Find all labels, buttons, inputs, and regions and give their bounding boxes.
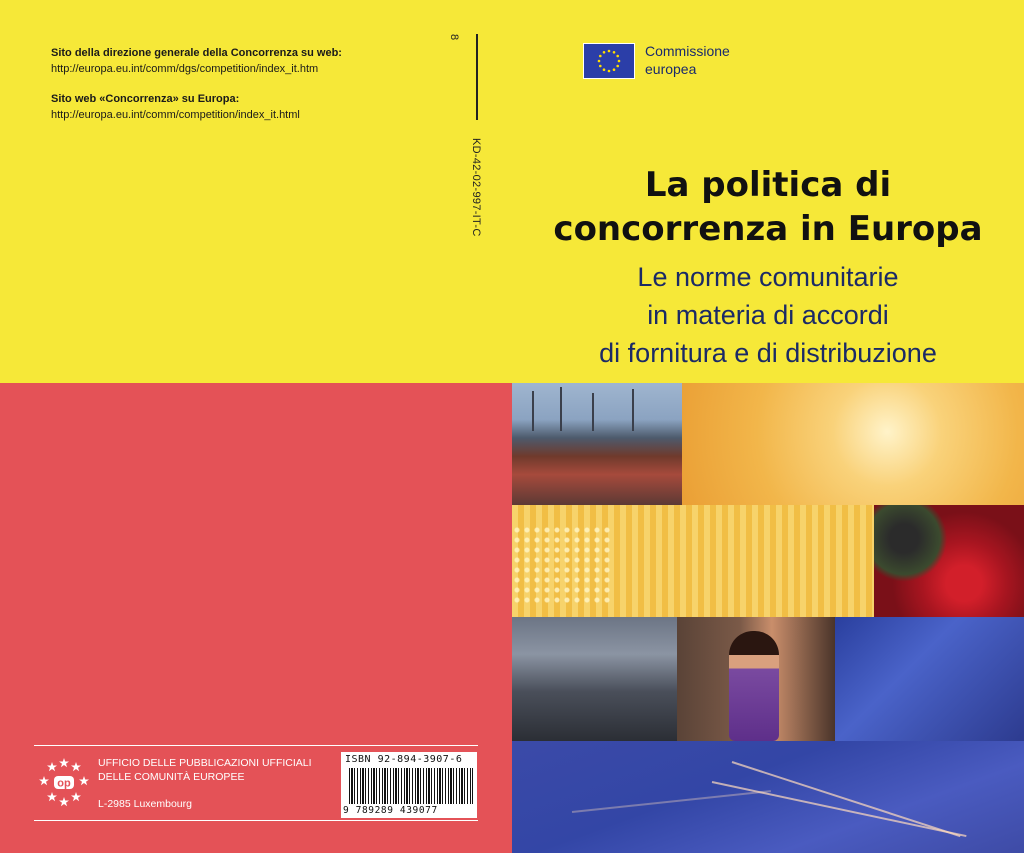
title-line-1: La politica di bbox=[644, 165, 892, 205]
back-cover-info bbox=[51, 46, 342, 124]
publisher-line-2: europea bbox=[645, 60, 697, 77]
dg-url: http://europa.eu.int/comm/dgs/competition/index_it.htm bbox=[51, 62, 319, 75]
photo-blue-abstract bbox=[835, 617, 1024, 741]
office-line-1: UFFICIO DELLE PUBBLICAZIONI UFFICIALI bbox=[98, 757, 312, 769]
web-url: http://europa.eu.int/comm/competition/index_it.html bbox=[51, 108, 300, 121]
cover-photo-collage bbox=[512, 383, 1024, 853]
photo-shopping-street bbox=[512, 617, 677, 741]
blue-swirl-band bbox=[512, 741, 1024, 853]
barcode-icon bbox=[349, 768, 473, 804]
photo-container-port bbox=[512, 383, 682, 505]
office-city: L-2985 Luxembourg bbox=[98, 798, 192, 810]
title-line-2: concorrenza in Europa bbox=[553, 209, 983, 249]
catalogue-code: KD-42-02-997-IT-C bbox=[470, 138, 482, 237]
photo-tomatoes bbox=[874, 505, 1024, 617]
isbn-barcode-block bbox=[341, 752, 477, 818]
web-heading: Sito web «Concorrenza» su Europa: bbox=[51, 92, 240, 105]
spine-rule bbox=[476, 34, 478, 120]
cover-title bbox=[512, 163, 1024, 251]
cover-subtitle bbox=[512, 258, 1024, 372]
office-line-2: DELLE COMUNITÀ EUROPEE bbox=[98, 771, 245, 783]
subtitle-line-1: Le norme comunitarie bbox=[637, 262, 899, 292]
publisher-name bbox=[645, 43, 730, 78]
dg-heading: Sito della direzione generale della Concorrenza su web: bbox=[51, 47, 342, 59]
barcode-digits: 9 789289 439077 bbox=[343, 805, 438, 816]
office-name bbox=[98, 756, 312, 784]
photo-abstract-lights bbox=[682, 383, 1024, 505]
publisher-line-1: Commissione bbox=[645, 43, 730, 59]
eu-flag-icon bbox=[584, 44, 634, 78]
isbn-label: ISBN 92-894-3907-6 bbox=[345, 754, 463, 765]
subtitle-line-2: in materia di accordi bbox=[647, 300, 889, 330]
subtitle-line-3: di fornitura e di distribuzione bbox=[599, 338, 937, 368]
photo-digital-pattern bbox=[512, 505, 874, 617]
op-logo-icon bbox=[38, 756, 90, 808]
photo-market-woman bbox=[677, 617, 835, 741]
spine-number: 8 bbox=[448, 34, 460, 41]
op-logo-text: op bbox=[57, 777, 71, 790]
